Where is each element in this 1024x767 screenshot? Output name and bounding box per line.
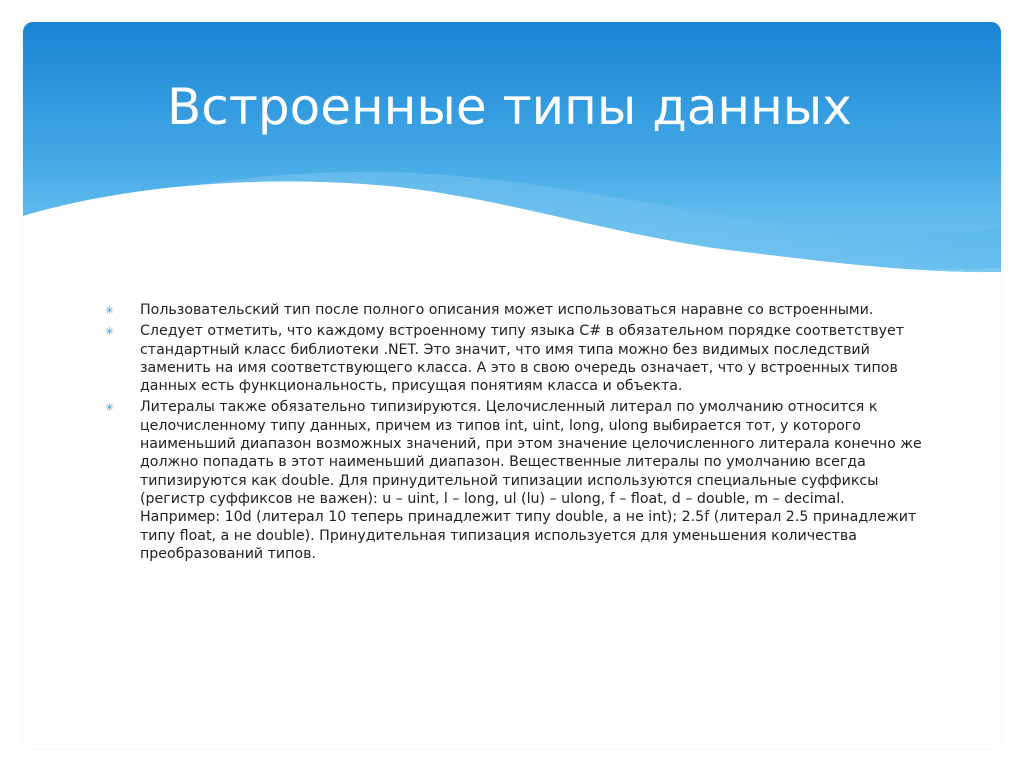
bullet-text: Пользовательский тип после полного описания может использоваться наравне со встроенными. bbox=[140, 302, 874, 318]
list-item bbox=[105, 398, 925, 563]
bullet-text: Следует отметить, что каждому встроенному типу языка C# в обязательном порядке соответствует стандартный класс библиотеки .NET. Это значит, что имя типа можно без видимых последствий заменить на имя соответствующего класса. А это в свою очередь означает, что у встроенных типов данных есть функциональность, присущая понятиям класса и объекта. bbox=[140, 323, 904, 395]
asterisk-icon: ✳ bbox=[105, 325, 115, 339]
list-item bbox=[105, 322, 925, 395]
bullet-text: Литералы также обязательно типизируются. Целочисленный литерал по умолчанию относится к целочисленному типу данных, причем из типов int, uint, long, ulong выбирается тот, у которого наименьший диапазон возможных значений, при этом значение целочисленного литерала конечно же должно попадать в этот наименьший диапазон. Вещественные литералы по умолчанию всегда типизируются как double. Для принудительной типизации используются специальные суффиксы (регистр суффиксов не важен): u – uint, l – long, ul (lu) – ulong, f – float, d – double, m – decimal. Например: 10d (литерал 10 теперь принадлежит типу double, а не int); 2.5f (литерал 2.5 принадлежит типу float, а не double). Принудительная типизация используется для уменьшения количества преобразований типов. bbox=[140, 399, 922, 562]
list-item bbox=[105, 301, 925, 319]
header-wave-background bbox=[23, 22, 1001, 322]
asterisk-icon: ✳ bbox=[105, 304, 115, 317]
asterisk-icon: ✳ bbox=[105, 401, 115, 415]
bullet-list bbox=[105, 301, 925, 566]
slide-title: Встроенные типы данных bbox=[167, 78, 852, 136]
slide bbox=[23, 22, 1001, 749]
